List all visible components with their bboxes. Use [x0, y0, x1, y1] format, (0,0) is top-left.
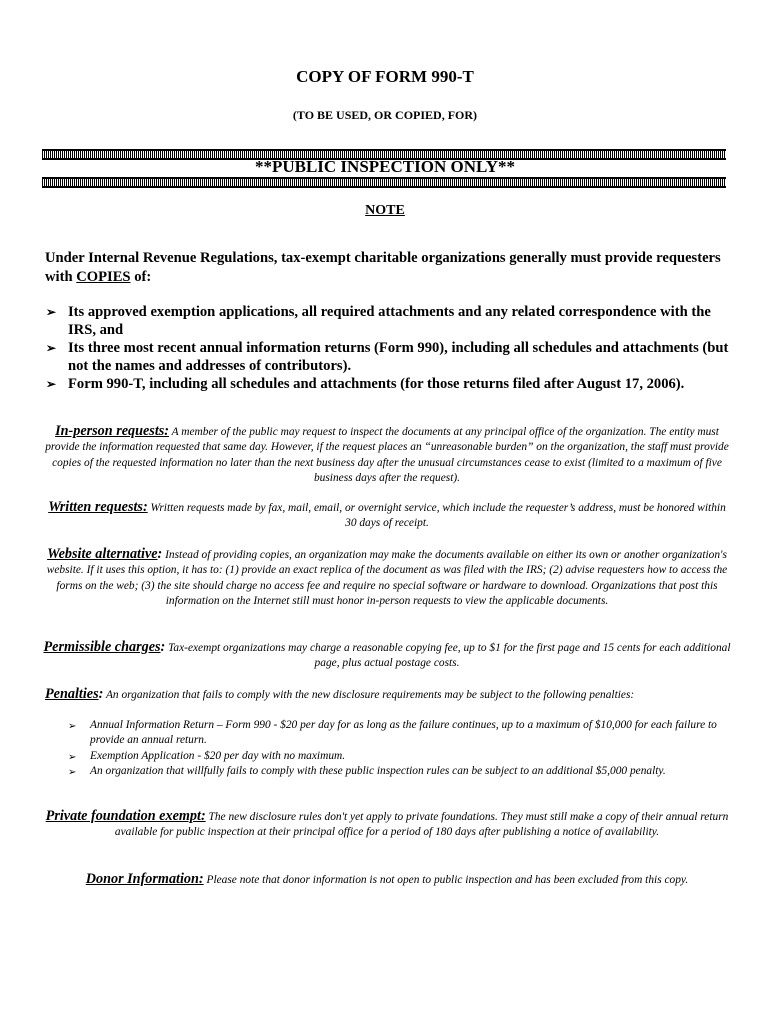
arrow-bullet-icon: ➢: [68, 751, 77, 763]
form-title: COPY OF FORM 990-T: [296, 67, 474, 86]
banner-rule-bottom: [42, 177, 726, 188]
list-item: ➢ Annual Information Return – Form 990 - $20 per day for as long as the failure continues, up to a maximum of $10,000 for each failure to provide an annual return.: [68, 719, 717, 747]
section-heading: Private foundation exempt:: [45, 808, 206, 824]
section-heading: Donor Information:: [85, 871, 204, 887]
intro-text-after: of:: [130, 268, 152, 285]
arrow-bullet-icon: ➢: [46, 305, 57, 319]
penalties-list: [68, 718, 718, 779]
list-item: ➢ Its approved exemption applications, all required attachments and any related correspondence with the IRS, and: [46, 304, 711, 338]
section-heading: Permissible charges: [43, 639, 161, 655]
section-heading: Website alternative: [47, 546, 158, 562]
arrow-bullet-icon: ➢: [46, 341, 57, 355]
section-permissible-charges: Permissible charges: Tax-exempt organizations may charge a reasonable copying fee, up to $1 for the first page and 15 cents for each additional page, plus actual postage costs.: [43, 639, 731, 670]
section-text: Tax-exempt organizations may charge a reasonable copying fee, up to $1 for the first page and 15 cents for each additional page, plus actual postage costs.: [165, 642, 731, 670]
arrow-bullet-icon: ➢: [68, 721, 77, 732]
section-text: An organization that fails to comply with the new disclosure requirements may be subject to the following penalties:: [103, 689, 635, 701]
section-heading: Penalties: [45, 686, 99, 702]
public-inspection-banner: **PUBLIC INSPECTION ONLY**: [254, 157, 516, 176]
section-written-requests: [42, 500, 732, 532]
section-penalties: Penalties: An organization that fails to comply with the new disclosure requirements may be subject to the following penalties:: [45, 686, 635, 702]
section-text: Please note that donor information is not open to public inspection and has been excluded from this copy.: [203, 874, 689, 886]
section-website-alternative: Website alternative: Instead of providing copies, an organization may make the documents available on either its own or another organization's website. If it uses this option, it has to: (1) provide an exact replica of the document as was filed with the IRS; (2) advise requesters how to access the forms on the web; (3) the site should charge no access fee and require no special software or hardware to download. Organizations that post this information on the Internet still must honor in-person requests to view the applicable documents.: [46, 546, 728, 607]
section-text: Written requests made by fax, mail, email, or overnight service, which include the requester’s address, must be honored within 30 days of receipt.: [147, 502, 726, 530]
intro-underlined: COPIES: [76, 268, 131, 285]
section-inperson-requests: [42, 424, 732, 486]
intro-paragraph: [45, 249, 735, 286]
section-text: The new disclosure rules don't yet apply to private foundations. They must still make a copy of their annual return available for public inspection at their principal office for a period of 180 days after publishing a notice of availability.: [114, 811, 729, 839]
section-donor-information: [42, 872, 732, 888]
form-subtitle: (TO BE USED, OR COPIED, FOR): [292, 108, 478, 122]
section-heading: Written requests:: [48, 499, 148, 515]
document-list: [46, 303, 736, 393]
section-private-foundation: [42, 809, 732, 841]
section-text: Instead of providing copies, an organization may make the documents available on either its own or another organization's website. If it uses this option, it has to: (1) provide an exact replica of the document as was filed with the IRS; (2) advise requesters how to access the forms on the web; (3) the site should charge no access fee and require no special software or hardware to download. Organizations that post this information on the Internet still must honor in-person requests to view the applicable documents.: [46, 549, 728, 607]
list-item: ➢ Its three most recent annual information returns (Form 990), including all schedules and attachments (but not the names and addresses of contributors).: [46, 340, 729, 374]
list-item: ➢ Exemption Application - $20 per day with no maximum.: [68, 749, 718, 764]
section-heading: In-person requests:: [55, 423, 170, 439]
list-item: ➢ An organization that willfully fails to comply with these public inspection rules can be subject to an additional $5,000 penalty.: [68, 764, 718, 779]
arrow-bullet-icon: ➢: [68, 766, 77, 778]
list-item: ➢ Form 990-T, including all schedules and attachments (for those returns filed after August 17, 2006).: [46, 376, 685, 392]
arrow-bullet-icon: ➢: [46, 377, 57, 391]
intro-text-before: Under Internal Revenue Regulations, tax-exempt charitable organizations generally must provide requesters with: [45, 250, 721, 285]
note-heading: NOTE: [365, 203, 405, 218]
section-text: A member of the public may request to inspect the documents at any principal office of the organization. The entity must provide the information requested that same day. However, if the request places an “unreasonable burden” on the organization, the staff must provide copies of the requested information no later than the next business day after the unusual circumstances cease to exist (limited to a maximum of five business days after the request).: [45, 426, 729, 484]
